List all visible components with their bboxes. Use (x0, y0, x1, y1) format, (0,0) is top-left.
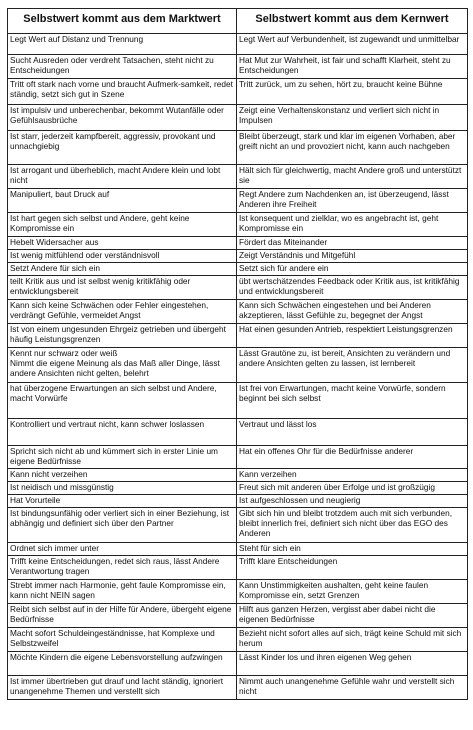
table-row (8, 131, 468, 165)
cell-kernwert: Kann Unstimmigkeiten aushalten, geht keine faulen Kompromisse ein, setzt Grenzen (237, 580, 468, 604)
cell-marktwert: Trifft keine Entscheidungen, redet sich raus, lässt Andere Verantwortung tragen (8, 556, 237, 580)
cell-marktwert: Legt Wert auf Distanz und Trennung (8, 34, 237, 55)
table-row (8, 652, 468, 676)
cell-marktwert: Ordnet sich immer unter (8, 543, 237, 556)
table-row (8, 300, 468, 324)
cell-marktwert: Ist arrogant und überheblich, macht Andere klein und lobt nicht (8, 165, 237, 189)
cell-marktwert: Ist bindungsunfähig oder verliert sich in einer Beziehung, ist abhängig und definiert sich über den Partner (8, 508, 237, 543)
table-row (8, 580, 468, 604)
cell-kernwert: Ist aufgeschlossen und neugierig (237, 495, 468, 508)
cell-marktwert: Spricht sich nicht ab und kümmert sich in erster Linie um eigene Bedürfnisse (8, 446, 237, 469)
cell-marktwert: Ist von einem ungesunden Ehrgeiz getrieben und übergeht häufig Leistungsgrenzen (8, 324, 237, 348)
table-row (8, 79, 468, 105)
header-row (8, 9, 468, 34)
table-row (8, 556, 468, 580)
cell-marktwert: Ist starr, jederzeit kampfbereit, aggressiv, provokant und unnachgiebig (8, 131, 237, 165)
cell-marktwert: Tritt oft stark nach vorne und braucht Aufmerk-samkeit, redet ständig, setzt sich gut in Szene (8, 79, 237, 105)
cell-kernwert: Ist frei von Erwartungen, macht keine Vorwürfe, sondern beginnt bei sich selbst (237, 383, 468, 419)
cell-kernwert: Zeigt Verständnis und Mitgefühl (237, 250, 468, 263)
cell-marktwert: hat überzogene Erwartungen an sich selbst und Andere, macht Vorwürfe (8, 383, 237, 419)
cell-kernwert: Ist konsequent und zielklar, wo es angebracht ist, geht Kompromisse ein (237, 213, 468, 237)
cell-marktwert: Manipuliert, baut Druck auf (8, 189, 237, 213)
comparison-table (7, 8, 468, 700)
cell-kernwert: Lässt Grautöne zu, ist bereit, Ansichten zu verändern und andere Ansichten gelten zu lassen, ist lernbereit (237, 348, 468, 383)
cell-kernwert: Kann sich Schwächen eingestehen und bei Anderen akzeptieren, lässt Gefühle zu, begegnet der Angst (237, 300, 468, 324)
cell-marktwert: Ist immer übertrieben gut drauf und lacht ständig, ignoriert unangenehme Themen und verstellt sich (8, 676, 237, 700)
table-row (8, 55, 468, 79)
cell-kernwert: Gibt sich hin und bleibt trotzdem auch mit sich verbunden, bleibt innerlich frei, definiert sich nicht über das EGO des Anderen (237, 508, 468, 543)
cell-marktwert: Ist hart gegen sich selbst und Andere, geht keine Kompromisse ein (8, 213, 237, 237)
cell-kernwert: Hält sich für gleichwertig, macht Andere groß und unterstützt sie (237, 165, 468, 189)
cell-kernwert: Tritt zurück, um zu sehen, hört zu, braucht keine Bühne (237, 79, 468, 105)
cell-marktwert: Kann nicht verzeihen (8, 469, 237, 482)
cell-kernwert: Bezieht nicht sofort alles auf sich, trägt keine Schuld mit sich herum (237, 628, 468, 652)
cell-marktwert: Hat Vorurteile (8, 495, 237, 508)
cell-kernwert: Setzt sich für andere ein (237, 263, 468, 276)
table-row (8, 469, 468, 482)
cell-marktwert: teilt Kritik aus und ist selbst wenig kritikfähig oder entwicklungsbereit (8, 276, 237, 300)
table-row (8, 105, 468, 131)
cell-marktwert: Macht sofort Schuldeingeständnisse, hat Komplexe und Selbstzweifel (8, 628, 237, 652)
cell-marktwert (8, 348, 237, 383)
table-row (8, 482, 468, 495)
cell-marktwert: Kontrolliert und vertraut nicht, kann schwer loslassen (8, 419, 237, 446)
cell-line: Nimmt die eigene Meinung als das Maß aller Dinge, lässt andere Ansichten nicht gelten, belehrt (10, 358, 220, 378)
table-row (8, 446, 468, 469)
table-row (8, 276, 468, 300)
column-header-kernwert: Selbstwert kommt aus dem Kernwert (237, 9, 468, 34)
cell-kernwert: übt wertschätzendes Feedback oder Kritik aus, ist kritikfähig und entwicklungsbereit (237, 276, 468, 300)
table-row (8, 543, 468, 556)
cell-kernwert: Regt Andere zum Nachdenken an, ist überzeugend, lässt Anderen ihre Freiheit (237, 189, 468, 213)
cell-marktwert: Sucht Ausreden oder verdreht Tatsachen, steht nicht zu Entscheidungen (8, 55, 237, 79)
cell-kernwert: Lässt Kinder los und ihren eigenen Weg gehen (237, 652, 468, 676)
cell-kernwert: Hat Mut zur Wahrheit, ist fair und schafft Klarheit, steht zu Entscheidungen (237, 55, 468, 79)
table-row (8, 34, 468, 55)
cell-kernwert: Legt Wert auf Verbundenheit, ist zugewandt und unmittelbar (237, 34, 468, 55)
cell-kernwert: Steht für sich ein (237, 543, 468, 556)
table-row (8, 189, 468, 213)
cell-marktwert: Möchte Kindern die eigene Lebensvorstellung aufzwingen (8, 652, 237, 676)
table-row (8, 348, 468, 383)
cell-kernwert: Freut sich mit anderen über Erfolge und ist großzügig (237, 482, 468, 495)
cell-marktwert: Ist impulsiv und unberechenbar, bekommt Wutanfälle oder Gefühlsausbrüche (8, 105, 237, 131)
cell-marktwert: Setzt Andere für sich ein (8, 263, 237, 276)
cell-marktwert: Hebelt Widersacher aus (8, 237, 237, 250)
cell-marktwert: Strebt immer nach Harmonie, geht faule Kompromisse ein, kann nicht NEIN sagen (8, 580, 237, 604)
table-row (8, 165, 468, 189)
table-row (8, 508, 468, 543)
cell-kernwert: Hat einen gesunden Antrieb, respektiert Leistungsgrenzen (237, 324, 468, 348)
cell-marktwert: Reibt sich selbst auf in der Hilfe für Andere, übergeht eigene Bedürfnisse (8, 604, 237, 628)
cell-line: Kennt nur schwarz oder weiß (10, 348, 118, 358)
table-row (8, 250, 468, 263)
table-row (8, 324, 468, 348)
cell-kernwert: Zeigt eine Verhaltenskonstanz und verliert sich nicht in Impulsen (237, 105, 468, 131)
cell-kernwert: Fördert das Miteinander (237, 237, 468, 250)
cell-kernwert: Vertraut und lässt los (237, 419, 468, 446)
table-row (8, 628, 468, 652)
cell-kernwert: Bleibt überzeugt, stark und klar im eigenen Vorhaben, aber greift nicht an und provoziert nicht, kann auch nachgeben (237, 131, 468, 165)
cell-marktwert: Ist neidisch und missgünstig (8, 482, 237, 495)
cell-kernwert: Nimmt auch unangenehme Gefühle wahr und verstellt sich nicht (237, 676, 468, 700)
cell-marktwert: Kann sich keine Schwächen oder Fehler eingestehen, verdrängt Gefühle, vermeidet Angst (8, 300, 237, 324)
table-row (8, 213, 468, 237)
table-row (8, 419, 468, 446)
table-row (8, 495, 468, 508)
cell-kernwert: Hilft aus ganzen Herzen, vergisst aber dabei nicht die eigenen Bedürfnisse (237, 604, 468, 628)
cell-marktwert: Ist wenig mitfühlend oder verständnisvoll (8, 250, 237, 263)
cell-kernwert: Hat ein offenes Ohr für die Bedürfnisse anderer (237, 446, 468, 469)
table-row (8, 237, 468, 250)
cell-kernwert: Trifft klare Entscheidungen (237, 556, 468, 580)
table-row (8, 604, 468, 628)
table-row (8, 383, 468, 419)
cell-kernwert: Kann verzeihen (237, 469, 468, 482)
table-row (8, 676, 468, 700)
column-header-marktwert: Selbstwert kommt aus dem Marktwert (8, 9, 237, 34)
table-row (8, 263, 468, 276)
